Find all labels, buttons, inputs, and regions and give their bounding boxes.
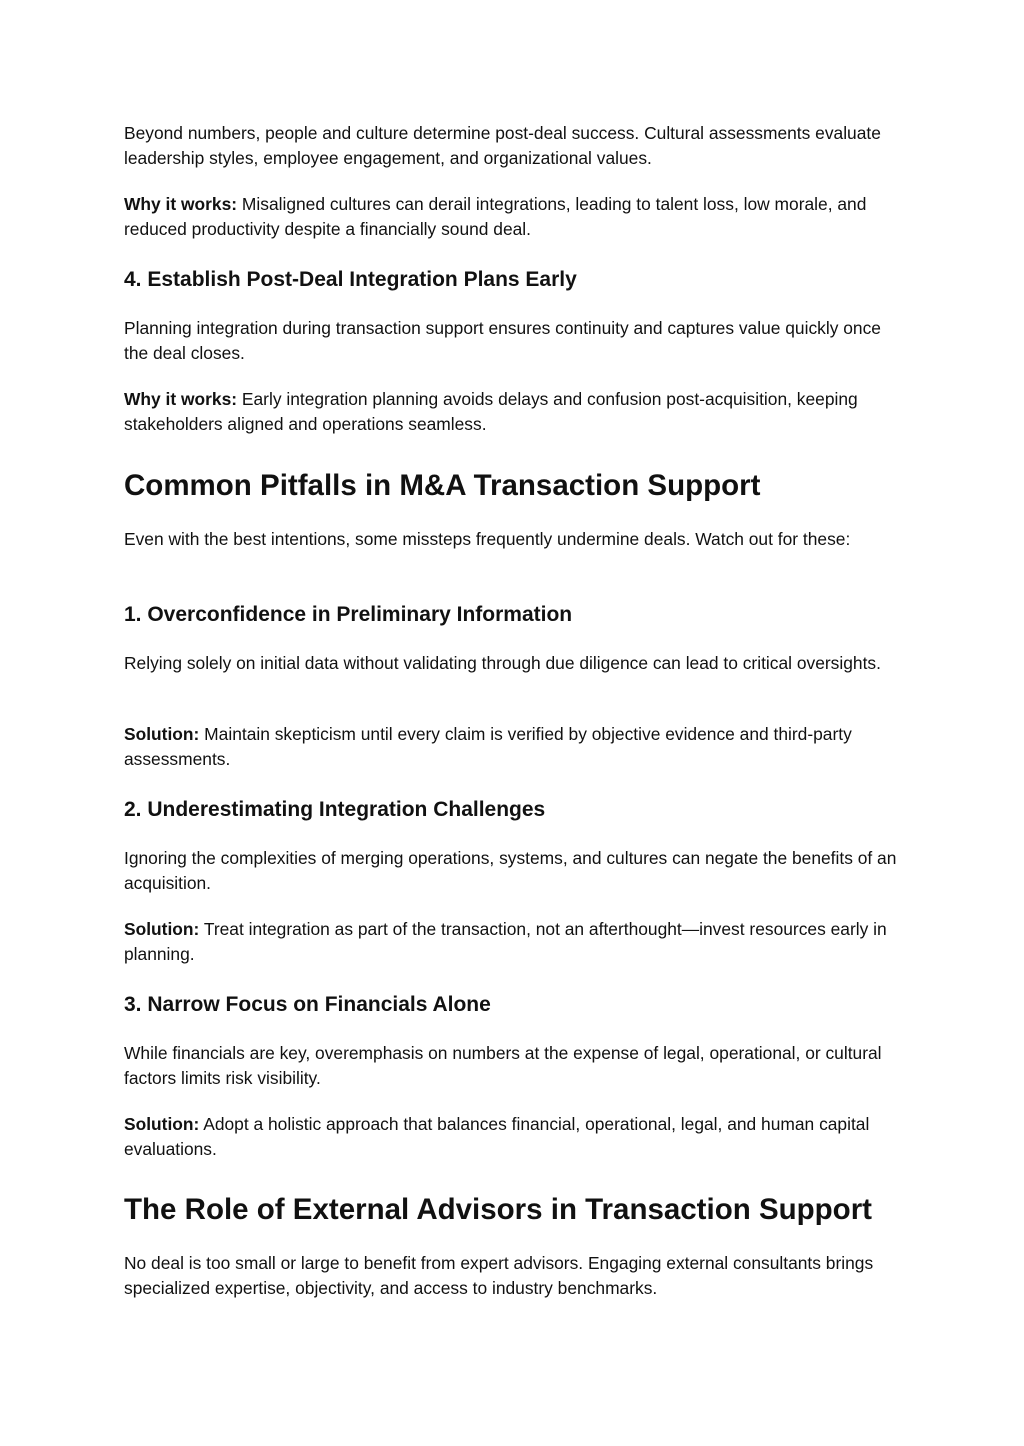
solution-label: Solution: [124,919,200,939]
solution-label: Solution: [124,1114,200,1134]
paragraph-cultural-assessment: Beyond numbers, people and culture determine post-deal success. Cultural assessments evaluate leadership styles, employee engagement, and organizational values. [124,123,881,168]
paragraph-solution-2 [124,917,904,967]
paragraph-preliminary-info: Relying solely on initial data without validating through due diligence can lead to critical oversights. [124,653,881,673]
why-it-works-text: Early integration planning avoids delays and confusion post-acquisition, keeping stakeholders aligned and operations seamless. [124,389,858,434]
solution-text: Treat integration as part of the transaction, not an afterthought—invest resources early in planning. [124,919,887,964]
paragraph-financials-focus: While financials are key, overemphasis on numbers at the expense of legal, operational, or cultural factors limits risk visibility. [124,1043,882,1088]
paragraph-why-culture [124,192,904,242]
heading-common-pitfalls: Common Pitfalls in M&A Transaction Support [124,469,761,502]
solution-label: Solution: [124,724,200,744]
heading-external-advisors: The Role of External Advisors in Transaction Support [124,1193,873,1226]
heading-step-4: 4. Establish Post-Deal Integration Plans Early [124,268,577,291]
why-it-works-text: Misaligned cultures can derail integrations, leading to talent loss, low morale, and reduced productivity despite a financially sound deal. [124,194,867,239]
paragraph-advisors-intro: No deal is too small or large to benefit from expert advisors. Engaging external consultants brings specialized expertise, objectivity, and access to industry benchmarks. [124,1253,874,1298]
paragraph-why-integration [124,387,904,437]
paragraph-pitfalls-intro: Even with the best intentions, some missteps frequently undermine deals. Watch out for these: [124,529,851,549]
paragraph-integration-planning: Planning integration during transaction support ensures continuity and captures value quickly once the deal closes. [124,318,881,363]
solution-text: Maintain skepticism until every claim is verified by objective evidence and third-party assessments. [124,724,852,769]
paragraph-solution-3 [124,1112,904,1162]
heading-pitfall-1: 1. Overconfidence in Preliminary Information [124,603,573,626]
heading-pitfall-2: 2. Underestimating Integration Challenges [124,798,546,821]
paragraph-solution-1 [124,722,904,772]
why-it-works-label: Why it works: [124,389,238,409]
solution-text: Adopt a holistic approach that balances financial, operational, legal, and human capital evaluations. [124,1114,870,1159]
heading-pitfall-3: 3. Narrow Focus on Financials Alone [124,993,491,1016]
paragraph-integration-challenges: Ignoring the complexities of merging operations, systems, and cultures can negate the benefits of an acquisition. [124,848,897,893]
why-it-works-label: Why it works: [124,194,238,214]
